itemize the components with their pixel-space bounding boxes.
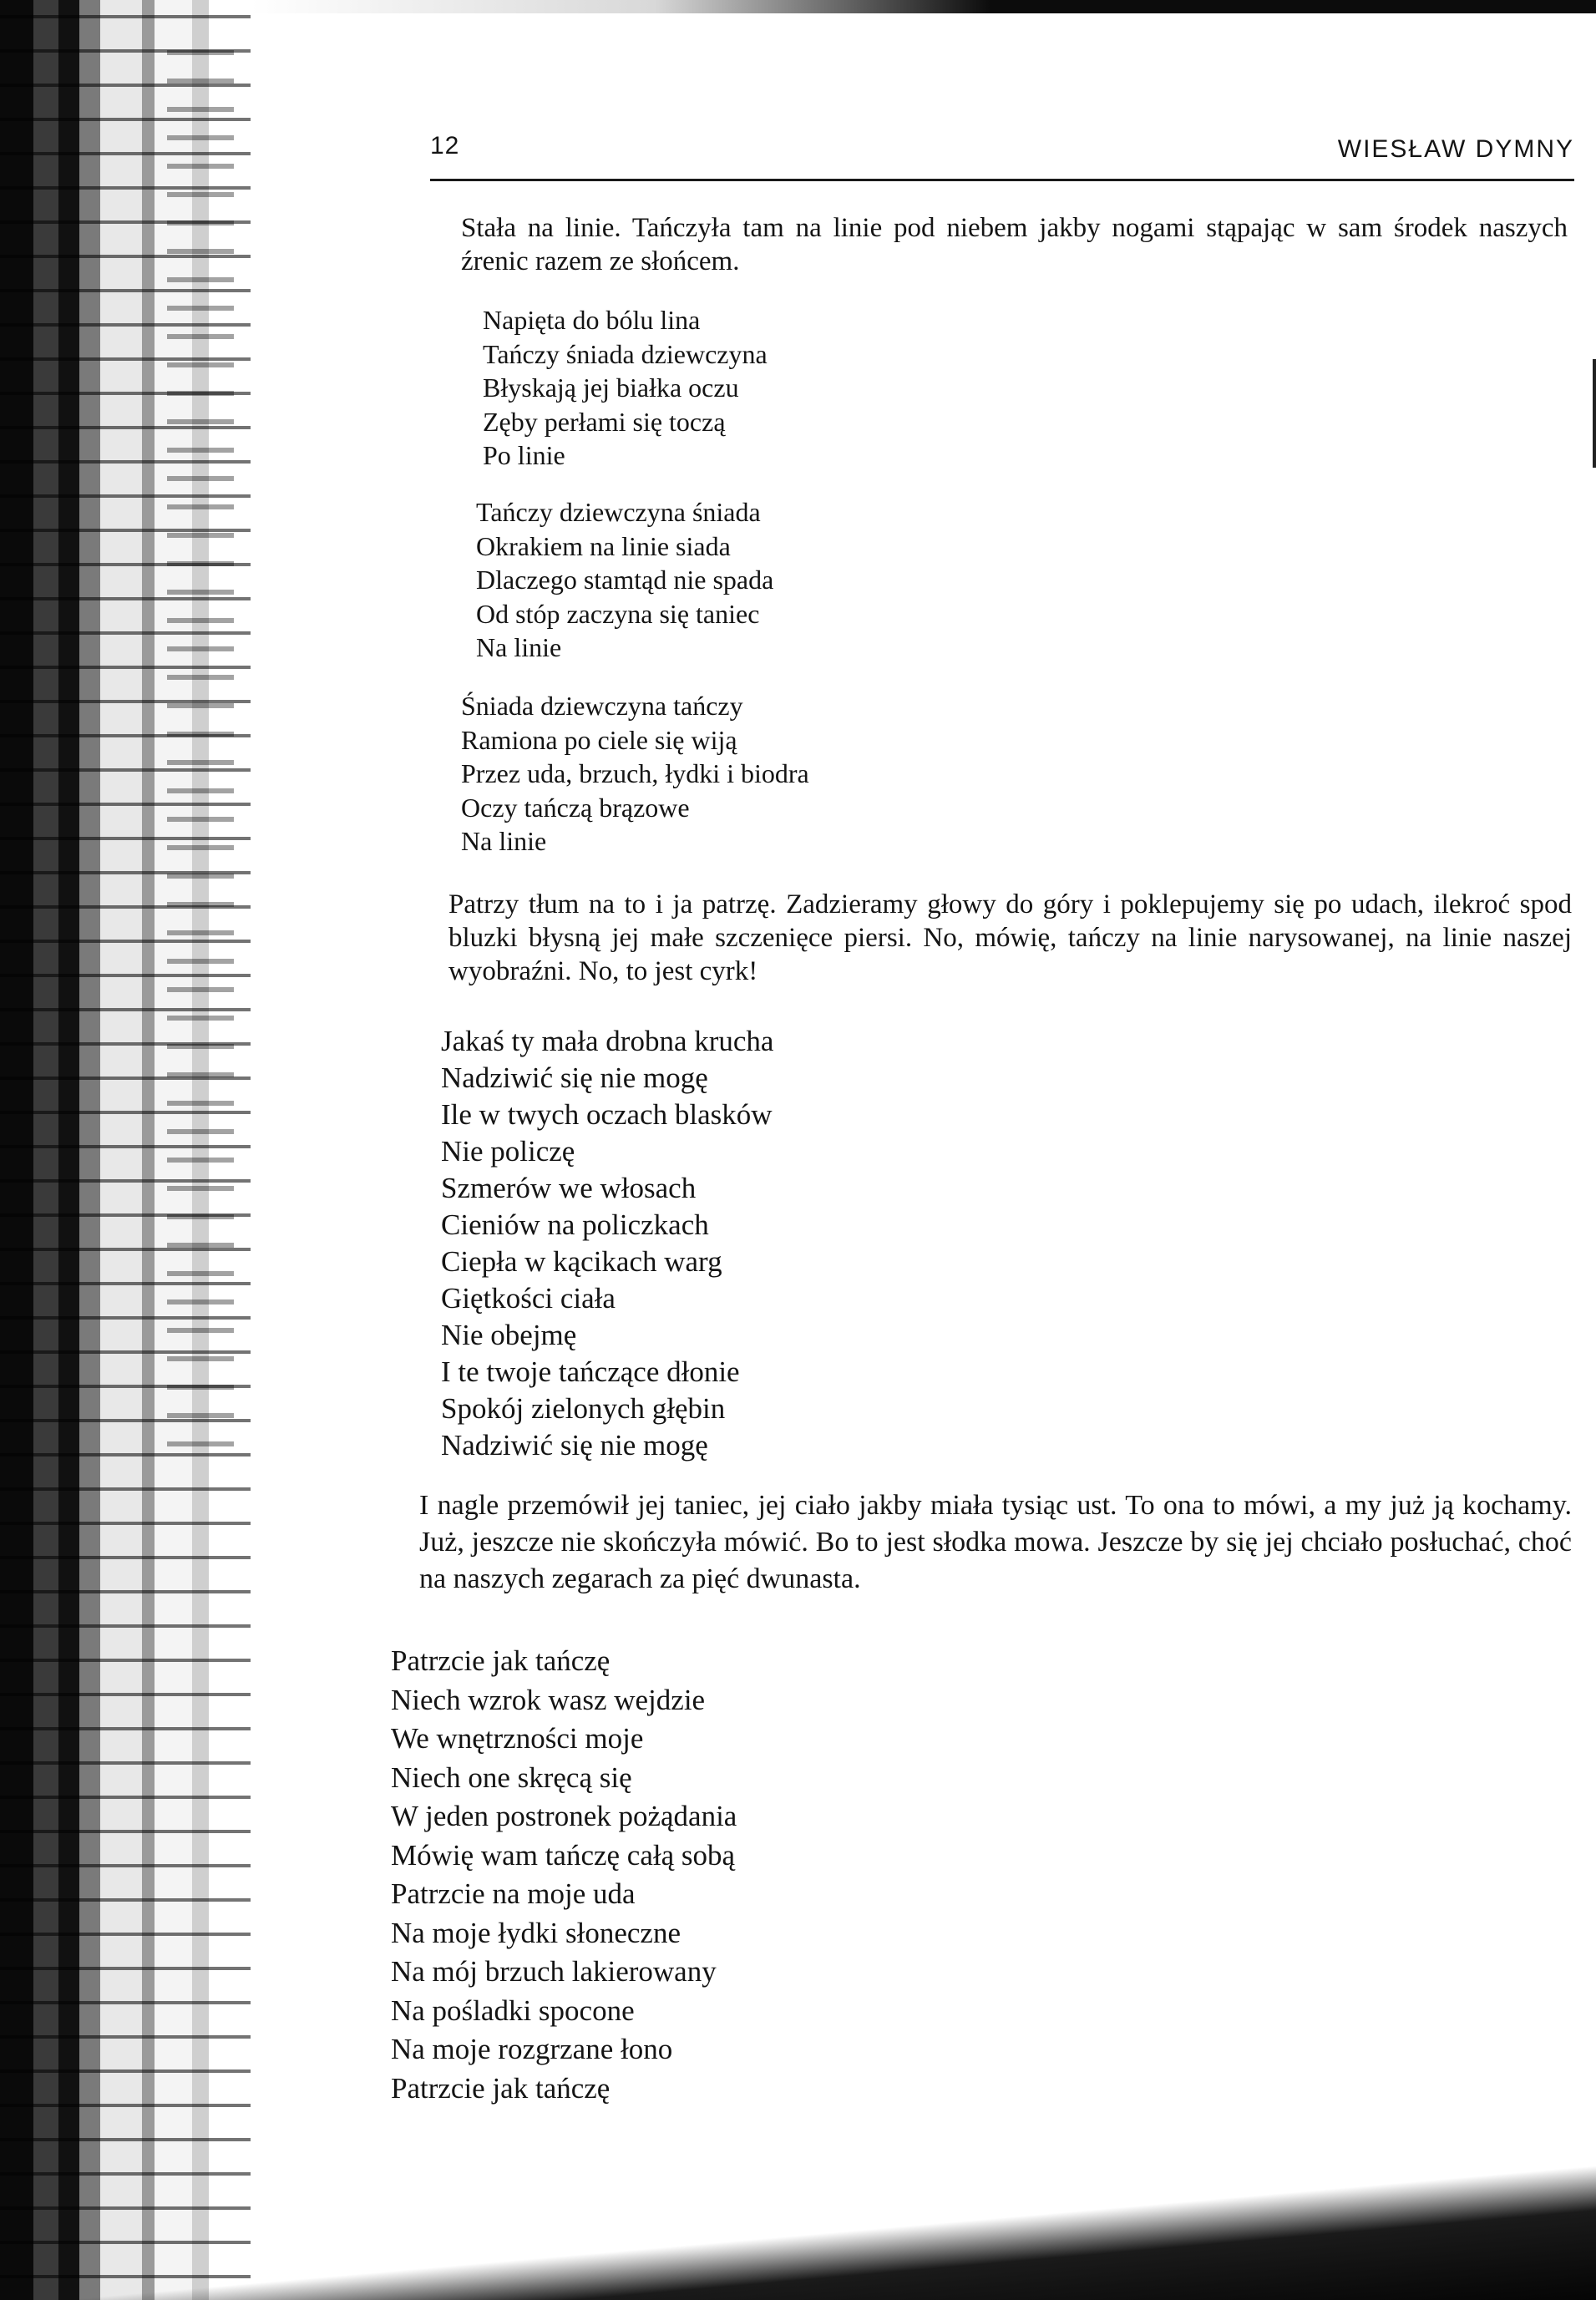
page-header bbox=[430, 132, 1574, 181]
scan-binding-edge bbox=[167, 50, 234, 1470]
verse-line: Mówię wam tańczę całą sobą bbox=[391, 1838, 736, 1872]
verse-line: Od stóp zaczyna się taniec bbox=[476, 598, 760, 629]
verse-line: Ciepła w kącikach warg bbox=[441, 1245, 722, 1278]
stanza-5 bbox=[391, 1642, 737, 2108]
running-head: WIESŁAW DYMNY bbox=[1337, 135, 1574, 163]
prose-paragraph-2 bbox=[448, 888, 1572, 988]
verse-line: Przez uda, brzuch, łydki i biodra bbox=[461, 758, 809, 788]
verse-line: Tańczy śniada dziewczyna bbox=[483, 338, 768, 369]
verse-line: Na pośladki spocone bbox=[391, 1994, 635, 2027]
verse-line: Błyskają jej białka oczu bbox=[483, 372, 739, 403]
verse-line: Zęby perłami się toczą bbox=[483, 406, 726, 437]
verse-line: Po linie bbox=[483, 440, 565, 470]
verse-line: Na linie bbox=[476, 632, 562, 662]
verse-line: Nadziwić się nie mogę bbox=[441, 1429, 708, 1462]
stanza-1 bbox=[483, 303, 768, 473]
verse-line: We wnętrzności moje bbox=[391, 1722, 644, 1755]
paragraph-text: Stała na linie. Tańczyła tam na linie pod niebem jakby nogami stąpając w sam środek naszych źrenic razem ze słońcem. bbox=[461, 213, 1568, 276]
paragraph-text: Patrzy tłum na to i ja patrzę. Zadzieramy głowy do góry i poklepujemy się po udach, ilekroć spod bluzki błysną jej małe szczenięce piersi. No, mówię, tańczy na linie narysowanej, na linie naszej wyobraźni. No, to jest cyrk! bbox=[448, 889, 1572, 986]
verse-line: Tańczy dziewczyna śniada bbox=[476, 497, 761, 527]
verse-line: Dlaczego stamtąd nie spada bbox=[476, 565, 774, 595]
verse-line: W jeden postronek pożądania bbox=[391, 1800, 737, 1832]
verse-line: Ile w twych oczach blasków bbox=[441, 1098, 773, 1131]
prose-paragraph-1 bbox=[461, 211, 1568, 278]
verse-line: Patrzcie jak tańczę bbox=[391, 2071, 611, 2105]
verse-line: Jakaś ty mała drobna krucha bbox=[441, 1025, 774, 1057]
prose-paragraph-3 bbox=[419, 1487, 1572, 1598]
stanza-4 bbox=[441, 1023, 773, 1464]
verse-line: Napięta do bólu lina bbox=[483, 305, 701, 335]
scan-top-shadow bbox=[251, 0, 1596, 13]
verse-line: Niech one skręcą się bbox=[391, 1760, 632, 1794]
stanza-2 bbox=[476, 495, 773, 665]
verse-line: Giętkości ciała bbox=[441, 1282, 616, 1315]
verse-line: Ramiona po ciele się wiją bbox=[461, 724, 737, 755]
verse-line: Na linie bbox=[461, 826, 547, 856]
verse-line: Patrzcie na moje uda bbox=[391, 1877, 636, 1910]
verse-line: Śniada dziewczyna tańczy bbox=[461, 691, 743, 721]
verse-line: Cieniów na policzkach bbox=[441, 1208, 709, 1241]
page-number: 12 bbox=[430, 132, 460, 160]
verse-line: Patrzcie jak tańczę bbox=[391, 1644, 611, 1677]
verse-line: Na mój brzuch lakierowany bbox=[391, 1955, 717, 1988]
verse-line: Nie policzę bbox=[441, 1135, 575, 1168]
scan-bottom-shadow bbox=[0, 2141, 1596, 2300]
verse-line: Nie obejmę bbox=[441, 1319, 577, 1351]
verse-line: Okrakiem na linie siada bbox=[476, 530, 731, 561]
verse-line: Niech wzrok wasz wejdzie bbox=[391, 1683, 706, 1716]
paragraph-text: I nagle przemówił jej taniec, jej ciało jakby miała tysiąc ust. To ona to mówi, a my już ją kochamy. Już, jeszcze nie skończyła mówić. Bo to jest słodka mowa. Jeszcze by się jej chciało posłuchać, choć na naszych zegarach za pięć dwunasta. bbox=[419, 1490, 1572, 1594]
verse-line: Szmerów we włosach bbox=[441, 1172, 697, 1204]
stanza-3 bbox=[461, 689, 809, 859]
verse-line: Nadziwić się nie mogę bbox=[441, 1061, 708, 1094]
verse-line: Na moje rozgrzane łono bbox=[391, 2033, 673, 2065]
verse-line: Oczy tańczą brązowe bbox=[461, 792, 690, 823]
verse-line: Na moje łydki słoneczne bbox=[391, 1916, 681, 1949]
verse-line: I te twoje tańczące dłonie bbox=[441, 1355, 740, 1388]
scan-right-edge-mark bbox=[1593, 359, 1596, 468]
verse-line: Spokój zielonych głębin bbox=[441, 1392, 726, 1425]
